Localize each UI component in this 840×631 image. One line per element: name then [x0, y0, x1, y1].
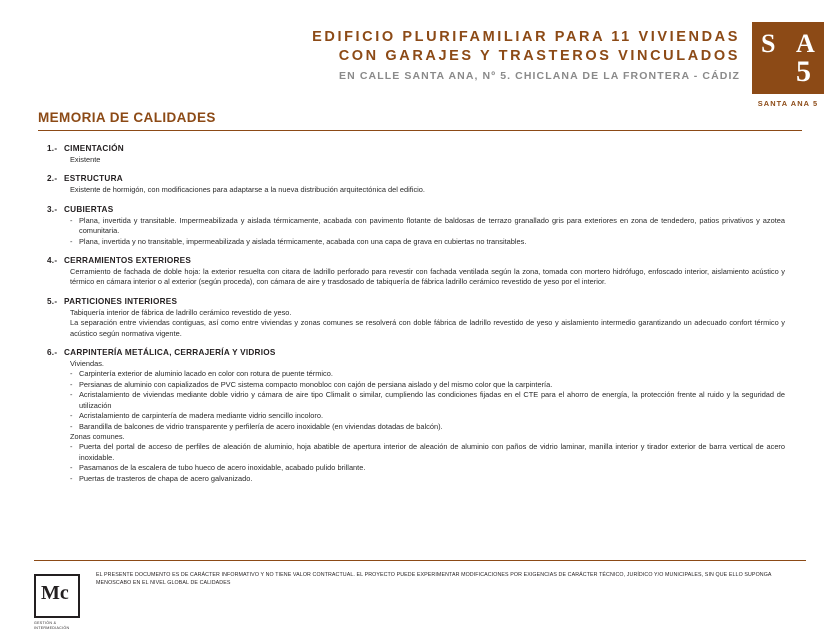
list-item-text: Pasamanos de la escalera de tubo hueco de acero inoxidable, acabado pulido brillante.	[79, 463, 366, 473]
section-body	[38, 185, 806, 195]
section-heading	[38, 174, 806, 183]
paragraph: Cerramiento de fachada de doble hoja: la exterior resuelta con citara de ladrillo perforado para revestir con fachada ventilada según la zona, tomada con mortero hidrófugo, enfoscado interior, aislamiento acústico y térmico en cámara interior o al exterior (según proceda), con cámara de aire y trasdosado de tabiquería de fábrica ladrillo cerámico revestido de yeso por el interior.	[70, 267, 785, 287]
section-number: 3.-	[47, 204, 58, 214]
mc-logo-caption: GESTIÓN & INTERMEDIACIÓN	[34, 621, 70, 630]
mc-logo-box	[34, 574, 80, 618]
section-name: CUBIERTAS	[64, 204, 114, 214]
project-title-line-1: EDIFICIO PLURIFAMILIAR PARA 11 VIVIENDAS	[312, 29, 740, 45]
list-item-text: Plana, invertida y no transitable, impermeabilizada y aislada térmicamente, acabada con una capa de grava en cubiertas no transitables.	[79, 236, 527, 246]
section-name: ESTRUCTURA	[64, 174, 123, 184]
list-item	[70, 237, 785, 247]
santa-ana-logo	[752, 22, 826, 108]
section-particiones-interiores	[38, 297, 806, 339]
project-address: EN CALLE SANTA ANA, Nº 5. CHICLANA DE LA FRONTERA - CÁDIZ	[339, 70, 740, 82]
list-item-text: Carpintería exterior de aluminio lacado en color con rotura de puente térmico.	[79, 369, 333, 379]
section-body	[38, 267, 806, 288]
subsection-label: Zonas comunes.	[70, 431, 125, 441]
memoria-sections	[38, 144, 806, 493]
section-cerramientos-exteriores	[38, 256, 806, 288]
paragraph: Existente	[70, 155, 101, 164]
section-name: PARTICIONES INTERIORES	[64, 296, 178, 306]
section-cimentacion	[38, 144, 806, 165]
mc-logo	[34, 566, 90, 631]
section-body	[38, 155, 806, 165]
list-item	[70, 411, 785, 421]
section-heading	[38, 144, 806, 153]
list-item	[70, 380, 785, 390]
section-heading	[38, 348, 806, 357]
section-estructura	[38, 174, 806, 195]
paragraph: La separación entre viviendas contiguas, así como entre viviendas y zonas comunes se resolverá con doble fábrica de ladrillo revestido de yeso y aislamiento intermedio garantizando un adecuado confort térmico y acústico según normativa vigente.	[70, 318, 785, 338]
dash-icon: -	[70, 442, 73, 452]
section-body	[38, 359, 806, 484]
dash-icon: -	[70, 236, 73, 246]
dash-icon: -	[70, 473, 73, 483]
list-item	[70, 216, 785, 237]
section-number: 2.-	[47, 174, 58, 184]
dash-icon: -	[70, 390, 73, 400]
section-heading	[38, 297, 806, 306]
paragraph: Tabiquería interior de fábrica de ladrillo cerámico revestido de yeso.	[70, 307, 292, 317]
header-title-block	[250, 28, 740, 85]
list-item	[70, 422, 785, 432]
section-heading	[38, 256, 806, 265]
dash-icon: -	[70, 369, 73, 379]
dash-icon: -	[70, 411, 73, 421]
logo-caption: SANTA ANA 5	[757, 99, 819, 108]
section-number: 1.-	[47, 144, 58, 153]
subsection-label: Viviendas.	[70, 359, 104, 369]
section-name: CARPINTERÍA METÁLICA, CERRAJERÍA Y VIDRIOS	[64, 348, 276, 358]
list-item-text: Persianas de aluminio con capializados de PVC sistema compacto monobloc con cajón de persiana aislado y del mismo color que la carpintería.	[79, 379, 553, 389]
project-title-line-2: CON GARAJES Y TRASTEROS VINCULADOS	[338, 48, 740, 64]
list-item	[70, 474, 785, 484]
list-item	[70, 369, 785, 379]
footer-divider	[34, 560, 806, 561]
page-title: MEMORIA DE CALIDADES	[38, 110, 216, 125]
dash-icon: -	[70, 421, 73, 431]
list-item-text: Puerta del portal de acceso de perfiles de aleación de aluminio, hoja abatible de apertura interior de aleación de aluminio con paños de vidrio laminar, manilla interior y tirador exterior de barra vertical de acero inoxidable.	[79, 442, 785, 462]
section-number: 5.-	[47, 296, 58, 306]
list-item-text: Acristalamiento de viviendas mediante doble vidrio y cámara de aire tipo Climalit o similar, cumpliendo las condiciones fijadas en el CTE para el ahorro de energía, la protección frente al ruido y la seguridad de utilización	[79, 390, 785, 410]
logo-letter-s: S	[761, 29, 776, 58]
list-item	[70, 463, 785, 473]
list-item-text: Acristalamiento de carpintería de madera mediante vidrio sencillo incoloro.	[79, 411, 324, 421]
list-item-text: Plana, invertida y transitable. Impermeabilizada y aislada térmicamente, acabada con pavimento flotante de baldosas de terrazo granallado gris para exteriores en zona de tendedero, patios privativos y azotea comunitaria.	[79, 215, 785, 236]
list-item	[70, 390, 785, 411]
section-number: 6.-	[47, 348, 58, 358]
document-footer	[34, 566, 806, 631]
title-divider	[38, 130, 802, 131]
logo-number-5: 5	[796, 55, 811, 88]
section-heading	[38, 205, 806, 214]
section-name: CERRAMIENTOS EXTERIORES	[64, 256, 192, 266]
section-carpinteria-cerrajeria-vidrios	[38, 348, 806, 484]
section-cubiertas	[38, 205, 806, 247]
dash-icon: -	[70, 379, 73, 389]
section-body	[38, 216, 806, 247]
footer-disclaimer: EL PRESENTE DOCUMENTO ES DE CARÁCTER INFORMATIVO Y NO TIENE VALOR CONTRACTUAL. EL PROYECTO PUEDE EXPERIMENTAR MODIFICACIONES POR EXIGENCIAS DE CARÁCTER TÉCNICO, JURÍDICO Y/O MUNICIPALES, SIN QUE ELLO SUPONGA MENOSCABO EN EL NIVEL GLOBAL DE CALIDADES	[96, 572, 772, 586]
list-item-text: Barandilla de balcones de vidrio transparente y perfilería de acero inoxidable (en viviendas dotadas de balcón).	[79, 421, 443, 431]
logo-box	[752, 22, 824, 94]
list-item	[70, 442, 785, 463]
section-name: CIMENTACIÓN	[64, 144, 124, 153]
document-header	[0, 22, 840, 108]
list-item-text: Puertas de trasteros de chapa de acero galvanizado.	[79, 473, 253, 483]
section-number: 4.-	[47, 256, 58, 266]
mc-logo-text: Mc	[41, 582, 69, 604]
dash-icon: -	[70, 463, 73, 473]
section-body	[38, 308, 806, 339]
logo-letter-a: A	[796, 29, 815, 58]
dash-icon: -	[70, 215, 73, 225]
paragraph: Existente de hormigón, con modificaciones para adaptarse a la nueva distribución arquitectónica del edificio.	[70, 185, 425, 195]
